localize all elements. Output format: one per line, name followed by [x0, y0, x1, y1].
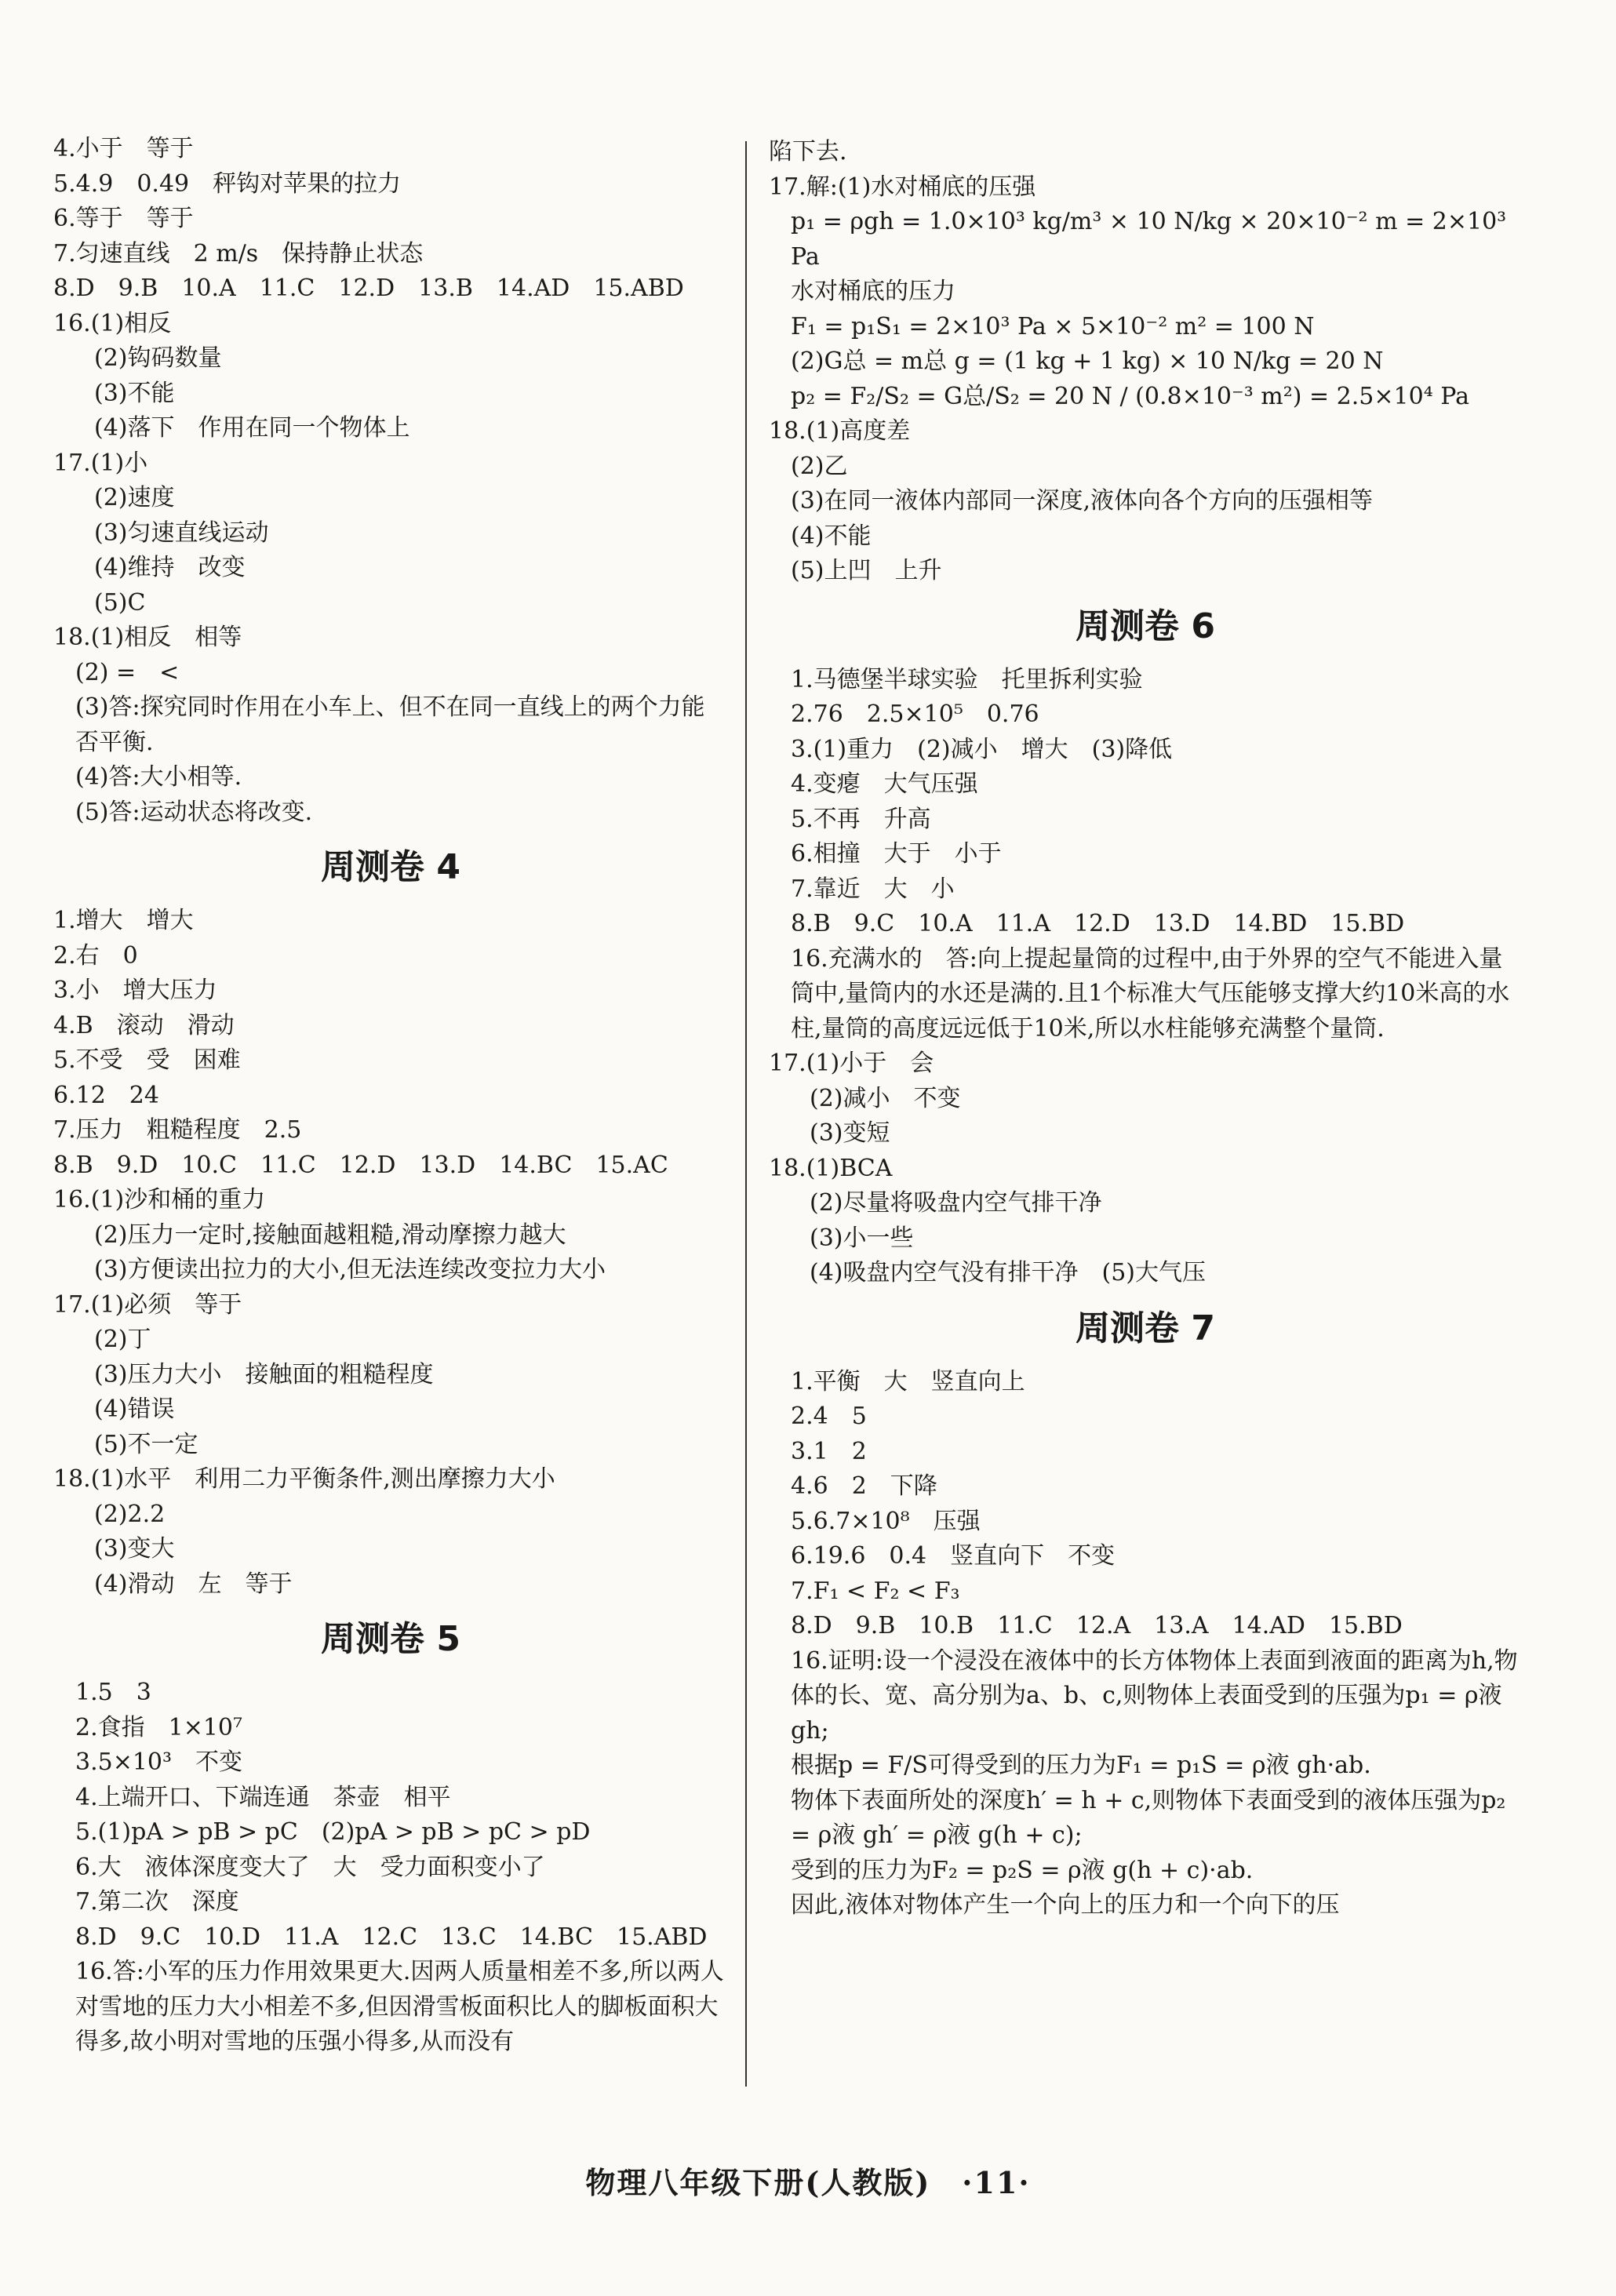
answer-line: 5.6.7×10⁸ 压强 — [791, 1507, 981, 1535]
answer-line: (5)不一定 — [94, 1430, 198, 1458]
answers-block-6-sub — [53, 1497, 728, 1603]
answer-line: F₁ = p₁S₁ = 2×10³ Pa × 5×10⁻² m² = 100 N — [791, 312, 1315, 340]
answer-line: 2.76 2.5×10⁵ 0.76 — [791, 700, 1039, 728]
answer-line: 1.5 3 — [75, 1679, 151, 1706]
answers-block-1-sub — [53, 341, 728, 446]
answer-line: (5)C — [94, 588, 146, 617]
answer-line: (2)G总 = m总 g = (1 kg + 1 kg) × 10 N/kg = 20 N — [791, 347, 1384, 375]
answer-line: (5)上凹 上升 — [791, 557, 942, 584]
answer-line: (4)不能 — [791, 522, 872, 550]
answer-line: 6.12 24 — [53, 1081, 159, 1109]
answer-line: (2)压力一定时,接触面越粗糙,滑动摩擦力越大 — [94, 1221, 566, 1249]
answer-line: (2) = < — [75, 658, 180, 686]
left-column — [53, 132, 728, 2060]
answer-line: (3)答:探究同时作用在小车上、但不在同一直线上的两个力能否平衡. — [75, 693, 705, 756]
answer-line: 5.(1)pA > pB > pC (2)pA > pB > pC > pD — [75, 1818, 591, 1846]
answers-block-r6-sub — [769, 1748, 1522, 1923]
answer-line: 2.4 5 — [791, 1403, 867, 1430]
answer-line: 7.F₁ < F₂ < F₃ — [791, 1577, 960, 1605]
answer-line: (2)乙 — [791, 452, 848, 480]
answer-line: 7.靠近 大 小 — [791, 875, 955, 903]
answers-block-r5-sub — [769, 1186, 1522, 1291]
answer-line: (2)丁 — [94, 1326, 151, 1353]
answer-line: (3)小一些 — [810, 1224, 914, 1252]
answer-line: (4)吸盘内空气没有排干净 (5)大气压 — [810, 1259, 1206, 1286]
answers-block-r1 — [769, 135, 1522, 205]
answer-line: 16.充满水的 答:向上提起量筒的过程中,由于外界的空气不能进入量筒中,量筒内的水还是满的.且1个标准大气压能够支撑大约10米高的水柱,量筒的高度远远低于10米,所以水柱能够充满整个量筒. — [791, 944, 1510, 1042]
answer-line: p₂ = F₂/S₂ = G总/S₂ = 20 N / (0.8×10⁻³ m²) = 2.5×10⁴ Pa — [791, 382, 1469, 410]
answers-block-r6 — [769, 1365, 1522, 1749]
column-divider — [745, 141, 747, 2087]
answer-18-week4: 18.(1)水平 利用二力平衡条件,测出摩擦力大小 — [53, 1465, 555, 1493]
answer-line: 2.食指 1×10⁷ — [75, 1713, 243, 1741]
answers-block-r2-sub — [769, 449, 1522, 589]
answer-line: (3)压力大小 接触面的粗糙程度 — [94, 1360, 434, 1388]
answer-line: 5.不受 受 困难 — [53, 1046, 241, 1074]
answer-17-week6: 17.(1)小于 会 — [769, 1050, 934, 1077]
answer-line: 因此,液体对物体产生一个向上的压力和一个向下的压 — [791, 1891, 1340, 1919]
answer-17-week4: 17.(1)必须 等于 — [53, 1290, 242, 1319]
right-column — [769, 135, 1522, 1923]
answer-line: 16.证明:设一个浸没在液体中的长方体物体上表面到液面的距离为h,物体的长、宽、高分别为a、b、c,则物体上表面受到的压强为p₁ = ρ液 gh; — [791, 1646, 1518, 1745]
answer-line: 水对桶底的压力 — [791, 278, 955, 305]
answer-line: 16.(1)相反 — [53, 309, 172, 337]
answer-line: (2)钩码数量 — [94, 344, 222, 372]
answers-block-4 — [53, 904, 728, 1218]
answer-line: (4)维持 改变 — [94, 554, 246, 581]
answer-line: (2)减小 不变 — [810, 1084, 961, 1112]
answer-line: 1.平衡 大 竖直向上 — [791, 1367, 1025, 1395]
answer-line: 8.B 9.C 10.A 11.A 12.D 13.D 14.BD 15.BD — [791, 910, 1405, 937]
answer-line: (3)方便读出拉力的大小,但无法连续改变拉力大小 — [94, 1256, 606, 1283]
answer-line: 7.压力 粗糙程度 2.5 — [53, 1116, 302, 1144]
answer-line: (3)在同一液体内部同一深度,液体向各个方向的压强相等 — [791, 487, 1374, 515]
answer-line: 8.D 9.B 10.A 11.C 12.D 13.B 14.AD 15.ABD — [53, 275, 684, 302]
answers-block-1 — [53, 132, 728, 341]
answer-17: 17.(1)小 — [53, 449, 148, 477]
answer-line: 3.5×10³ 不变 — [75, 1748, 243, 1776]
answer-line: (2)2.2 — [94, 1500, 166, 1528]
answer-line: (2)速度 — [94, 484, 175, 511]
answer-line: 3.(1)重力 (2)减小 增大 (3)降低 — [791, 735, 1173, 763]
answer-line: 2.右 0 — [53, 941, 138, 970]
answer-line: 5.4.9 0.49 秤钩对苹果的拉力 — [53, 169, 402, 198]
answers-block-4-sub — [53, 1218, 728, 1288]
answers-block-3-sub — [53, 656, 728, 831]
answers-block-r1-sub — [769, 205, 1522, 414]
answer-line: 受到的压力为F₂ = p₂S = ρ液 g(h + c)·ab. — [791, 1856, 1254, 1884]
answer-line: 4.变瘪 大气压强 — [791, 770, 978, 798]
answer-line: (3)不能 — [94, 379, 175, 407]
answer-line: 陷下去. — [769, 138, 847, 166]
answer-line: (5)答:运动状态将改变. — [75, 798, 313, 826]
answers-block-7 — [53, 1676, 728, 2060]
answer-line: (3)匀速直线运动 — [94, 519, 269, 547]
answer-line: 1.马德堡半球实验 托里拆利实验 — [791, 665, 1143, 693]
answers-block-r3 — [769, 663, 1522, 1047]
answer-line: 6.大 液体深度变大了 大 受力面积变小了 — [75, 1853, 545, 1881]
answer-line: (2)尽量将吸盘内空气排干净 — [810, 1189, 1102, 1217]
answer-line: 17.解:(1)水对桶底的压强 — [769, 173, 1036, 201]
answer-line: 3.1 2 — [791, 1437, 867, 1465]
section-heading-7: 周测卷 7 — [1076, 1308, 1215, 1348]
answer-line: 7.第二次 深度 — [75, 1888, 239, 1916]
section-heading-5: 周测卷 5 — [321, 1619, 460, 1659]
answer-line: 4.B 滚动 滑动 — [53, 1011, 235, 1039]
answer-18-week6: 18.(1)BCA — [769, 1154, 893, 1182]
answer-line: 16.答:小军的压力作用效果更大.因两人质量相差不多,所以两人对雪地的压力大小相差不多,但因滑雪板面积比人的脚板面积大得多,故小明对雪地的压强小得多,从而没有 — [75, 1958, 724, 2055]
section-heading-4: 周测卷 4 — [321, 847, 460, 887]
answer-line: 物体下表面所处的深度h′ = h + c,则物体下表面受到的液体压强为p₂ = ρ液 gh′ = ρ液 g(h + c); — [791, 1786, 1506, 1849]
answer-line: 8.D 9.C 10.D 11.A 12.C 13.C 14.BC 15.ABD — [75, 1923, 708, 1951]
answers-block-r4-sub — [769, 1082, 1522, 1152]
section-heading-6: 周测卷 6 — [1076, 606, 1215, 646]
answer-line: 1.增大 增大 — [53, 907, 194, 934]
answer-line: 4.小于 等于 — [53, 135, 194, 162]
answer-line: 6.19.6 0.4 竖直向下 不变 — [791, 1542, 1116, 1570]
answer-line: 8.D 9.B 10.B 11.C 12.A 13.A 14.AD 15.BD — [791, 1612, 1403, 1639]
answer-18: 18.(1)相反 相等 — [53, 624, 242, 651]
answers-block-5-sub — [53, 1323, 728, 1462]
answer-line: 3.小 增大压力 — [53, 977, 217, 1004]
page-footer: 物理八年级下册(人教版) ·11· — [585, 2165, 1031, 2200]
answer-line: (4)错误 — [94, 1395, 175, 1423]
answer-line: 6.等于 等于 — [53, 205, 194, 232]
answer-line: p₁ = ρgh = 1.0×10³ kg/m³ × 10 N/kg × 20×10⁻² m = 2×10³ Pa — [791, 208, 1507, 271]
answer-line: (4)滑动 左 等于 — [94, 1570, 293, 1598]
answers-block-2-sub — [53, 481, 728, 620]
answer-line: 7.匀速直线 2 m/s 保持静止状态 — [53, 239, 424, 267]
answer-line: (4)落下 作用在同一个物体上 — [94, 414, 410, 442]
answer-line: 根据p = F/S可得受到的压力为F₁ = p₁S = ρ液 gh·ab. — [791, 1752, 1371, 1779]
answer-line: 8.B 9.D 10.C 11.C 12.D 13.D 14.BC 15.AC — [53, 1151, 668, 1179]
answer-line: (3)变大 — [94, 1535, 175, 1563]
answer-line: (4)答:大小相等. — [75, 763, 242, 791]
answer-line: (3)变短 — [810, 1119, 890, 1147]
answer-line: 5.不再 升高 — [791, 805, 931, 833]
answer-line: 4.6 2 下降 — [791, 1472, 937, 1500]
answer-line: 16.(1)沙和桶的重力 — [53, 1186, 266, 1213]
answer-18-week5: 18.(1)高度差 — [769, 417, 911, 445]
answer-line: 4.上端开口、下端连通 茶壶 相平 — [75, 1783, 451, 1811]
answer-line: 6.相撞 大于 小于 — [791, 840, 1002, 868]
